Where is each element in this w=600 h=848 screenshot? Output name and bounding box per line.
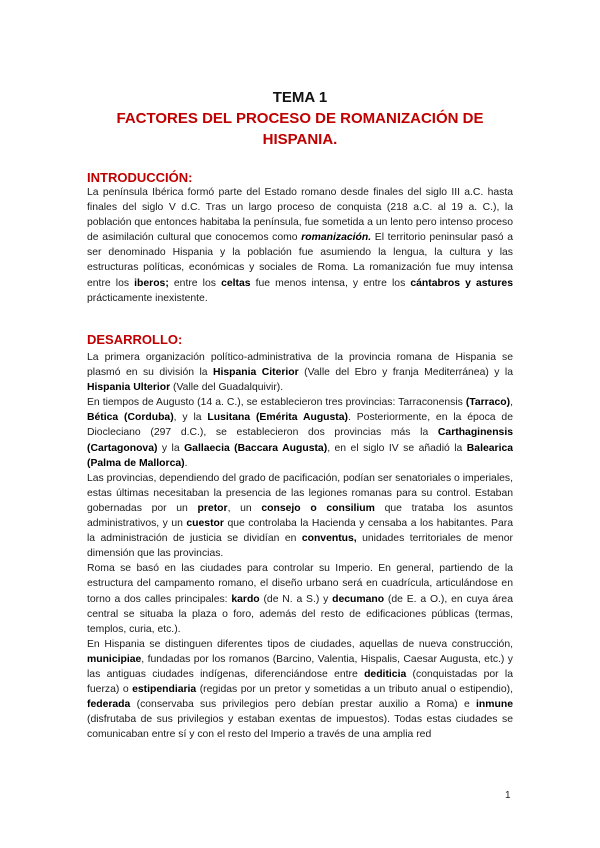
document-title: FACTORES DEL PROCESO DE ROMANIZACIÓN DE HISPANIA. [116, 110, 484, 148]
intro-heading: INTRODUCCIÓN: [87, 170, 193, 185]
paragraph-division: La primera organización político-administrativa de la provincia romana de Hispania se plasmó en su división la Hispania Citerior (Valle del Ebro y franja Mediterránea) y la Hispania Ulterior (Valle del Guadalquivir). [87, 352, 513, 394]
intro-paragraph: La península Ibérica formó parte del Estado romano desde finales del siglo III a.C. hasta finales del siglo V d.C. Tras un largo proceso de conquista (218 a.C. al 19 a. C.), la población que entonces habitaba la península, fue sometida a un lento pero intenso proceso de asimilación cultural que conocemos como romanización. El territorio peninsular pasó a ser denominado Hispania y la población fue asumiendo la lengua, la cultura y las estructuras políticas, económicas y sociales de Roma. La romanización fue muy intensa entre los iberos; entre los celtas fue menos intensa, y entre los cántabros y astures prácticamente inexistente. [87, 187, 513, 304]
page-number: 1 [505, 790, 511, 801]
paragraph-tipos-ciudades: En Hispania se distinguen diferentes tipos de ciudades, aquellas de nueva construcción, municipiae, fundadas por los romanos (Barcino, Valentia, Hispalis, Caesar Augusta, etc.) y las antiguas ciudades indígenas, diferenciándose entre dediticia (conquistadas por la fuerza) o estipendiaria (regidas por un pretor y sometidas a un tributo anual o estipendio), federada (conservaba sus privilegios pero debían prestar auxilio a Roma) e inmune (disfrutaba de sus privilegios y estaban exentas de impuestos). Todas estas ciudades se comunicaban entre sí y con el resto del Imperio a través de una amplia red [87, 638, 513, 741]
development-heading: DESARROLLO: [87, 332, 183, 347]
paragraph-ciudades: Roma se basó en las ciudades para controlar su Imperio. En general, partiendo de la estructura del campamento romano, el diseño urbano será en cuadrícula, articulándose en torno a dos calles principales: kardo (de N. a S.) y decumano (de E. a O.), en cuya área central se situaba la plaza o foro, además del resto de edificaciones públicas (termas, templos, curia, etc.). [87, 563, 513, 635]
paragraph-provincias: En tiempos de Augusto (14 a. C.), se establecieron tres provincias: Tarraconensis (Tarraco), Bética (Corduba), y la Lusitana (Emérita Augusta). Posteriormente, en la época de Diocleciano (297 d.C.), se establecieron dos provincias más la Carthaginensis (Cartagonova) y la Gallaecia (Baccara Augusta), en el siglo IV se añadió la Balearica (Palma de Mallorca). [87, 397, 514, 469]
development-body [87, 350, 513, 742]
document-tema: TEMA 1 [272, 89, 328, 106]
paragraph-gobierno: Las provincias, dependiendo del grado de pacificación, podían ser senatoriales o imperiales, estas últimas necesitaban la presencia de las legiones romanas para su control. Estaban gobernadas por un pretor, un consejo o consilium que trataba los asuntos administrativos, y un cuestor que controlaba la Hacienda y censaba a los habitantes. Para la administración de justicia se dividían en conventus, unidades territoriales de menor dimensión que las provincias. [87, 472, 514, 560]
